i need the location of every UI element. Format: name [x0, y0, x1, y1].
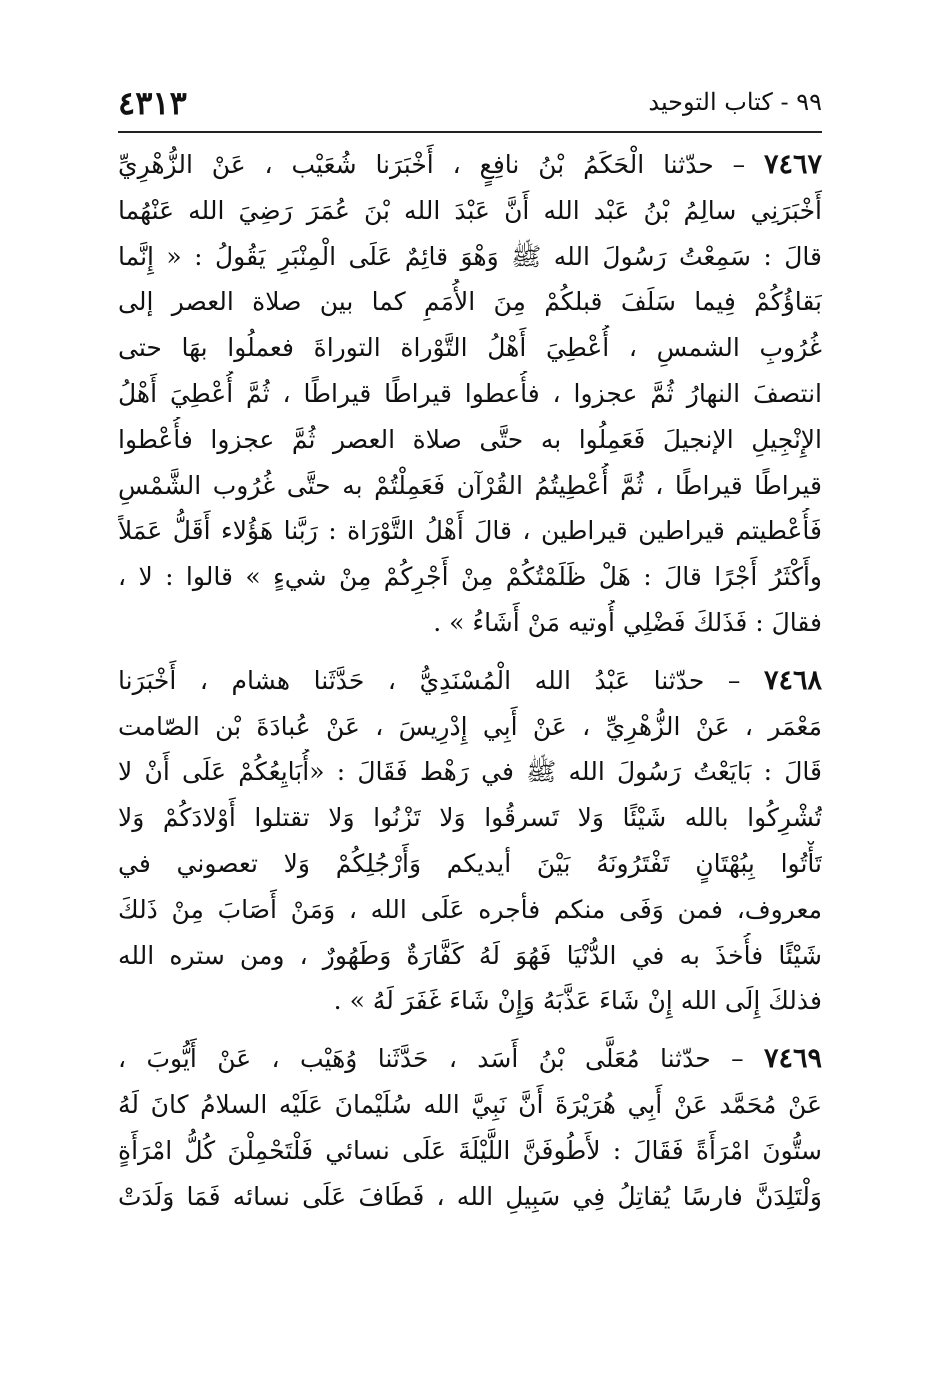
text-line: فقالَ : فَذَلكَ فَضْلِي أُوتيه مَنْ أَشَاءُ » .: [433, 607, 822, 637]
text-line: تَأْتُوا بِبُهْتَانٍ تَفْتَرُونَهُ بَيْنَ أيديكم وَأَرْجُلِكُمْ وَلا تعصوني في: [118, 848, 822, 878]
text-line: عَنْ مُحَمَّد عَنْ أَبِي هُرَيْرَةَ أَنَّ نَبِيَّ الله سُلَيْمانَ عَلَيْه السلامُ كانَ لَهُ: [118, 1089, 822, 1119]
text-line: أَخْبَرَنِي سالِمُ بْنُ عَبْد الله أَنَّ عَبْدَ الله بْنَ عُمَرَ رَضِيَ الله عَنْهُما: [118, 195, 822, 225]
paragraph-gap: [118, 1024, 822, 1036]
text-line: معروف، فمن وَفَى منكم فأجره عَلَى الله ، وَمَنْ أَصَابَ مِنْ ذَلكَ: [118, 894, 822, 924]
paragraph-gap: [118, 646, 822, 658]
text-line: قَالَ : بَايَعْتُ رَسُولَ الله ﷺ في رَهْط فَقَالَ : «أُبَايِعُكُمْ عَلَى أَنْ لا: [118, 757, 822, 787]
text-line: انتصفَ النهارُ ثُمَّ عجزوا ، فأُعطوا قيراطًا قيراطًا ، ثُمَّ أُعْطِيَ أَهْلُ: [118, 378, 822, 408]
text-line: ستُّونَ امْرَأَةً فَقَالَ : لأَطُوفَنَّ اللَّيْلَةَ عَلَى نسائي فَلْتَحْمِلْنَ كُلُّ امْرَأَةٍ: [118, 1135, 822, 1165]
chapter-title: ٩٩ - كتاب التوحيد: [648, 88, 822, 116]
text-line: مَعْمَر ، عَنْ الزُّهْرِيِّ ، عَنْ أَبِي إِدْرِيسَ ، عَنْ عُبادَةَ بْن الصّامت: [118, 711, 822, 741]
text-line: [118, 1036, 822, 1082]
text-line: شَيْئًا فأُخذَ به في الدُّنْيَا فَهُوَ لَهُ كَفَّارَةٌ وَطَهُورٌ ، ومن ستره الله: [118, 940, 822, 970]
header-rule: [118, 131, 822, 133]
page-number: ٤٣١٣: [118, 84, 187, 122]
hadith-number: ٧٤٦٩: [763, 1043, 822, 1075]
hadith-number: ٧٤٦٨: [764, 664, 822, 696]
text-line: الإِنْجِيلِ الإنجيلَ فَعَمِلُوا به حتَّى صلاة العصر ثُمَّ عجزوا فأُعْطوا: [118, 424, 822, 454]
text-line: قيراطًا قيراطًا ، ثُمَّ أُعْطِيتُمُ القُرْآن فَعَمِلْتُمْ به حتَّى غُرُوب الشَّمْسِ: [118, 470, 822, 500]
page-header: [118, 84, 822, 128]
hadith-number: ٧٤٦٧: [763, 149, 822, 180]
text-line: قالَ : سَمِعْتُ رَسُولَ الله ﷺ وَهْوَ قائِمٌ عَلَى الْمِنْبَرِ يَقُولُ : « إِنَّما: [118, 241, 822, 271]
hadith-text: – حدّثنا عَبْدُ الله الْمُسْنَدِيُّ ، حَدَّثَنا هشام ، أَخْبَرَنا: [118, 665, 741, 695]
text-line: فَأُعْطيتم قيراطين قيراطين ، قالَ أَهْلُ التَّوْرَاة : رَبَّنا هَؤُلاء أَقَلُّ عَمَلاً: [118, 516, 822, 546]
text-line: [118, 142, 822, 188]
hadith-text: – حدّثنا مُعَلَّى بْنُ أَسَد ، حَدَّثَنا وُهَيْب ، عَنْ أَيُّوبَ ،: [118, 1044, 744, 1074]
page-body: [118, 142, 822, 1219]
text-line: غُرُوبِ الشمسِ ، أُعْطِيَ أَهْلُ التَّوْراة التوراةَ فعملُوا بهَا حتى: [118, 333, 822, 363]
hadith-text: – حدّثنا الْحَكَمُ بْنُ نافِعٍ ، أَخْبَرَنا شُعَيْب ، عَنْ الزُّهْرِيِّ: [118, 150, 746, 179]
text-line: وأَكْثَرُ أَجْرًا قالَ : هَلْ ظَلَمْتُكُمْ مِنْ أَجْرِكُمْ مِنْ شيءٍ » قالوا : لا ،: [118, 562, 822, 592]
text-line: بَقاؤُكُمْ فِيما سَلَفَ قبلكُمْ مِنَ الأُمَمِ كما بين صلاة العصر إلى: [118, 287, 822, 317]
text-line: [118, 658, 822, 704]
text-line: تُشْرِكُوا بالله شَيْئًا وَلا تَسرقُوا وَلا تَزْنُوا وَلا تقتلوا أَوْلادَكُمْ وَلا: [118, 803, 822, 833]
text-line: وَلْتَلِدَنَّ فارسًا يُقاتِلُ فِي سَبِيلِ الله ، فَطَافَ عَلَى نسائه فَمَا وَلَدَتْ: [118, 1181, 822, 1211]
text-line: فذلكَ إِلَى الله إِنْ شَاءَ عَذَّبَهُ وَإِنْ شَاءَ غَفَرَ لَهُ » .: [333, 986, 822, 1016]
